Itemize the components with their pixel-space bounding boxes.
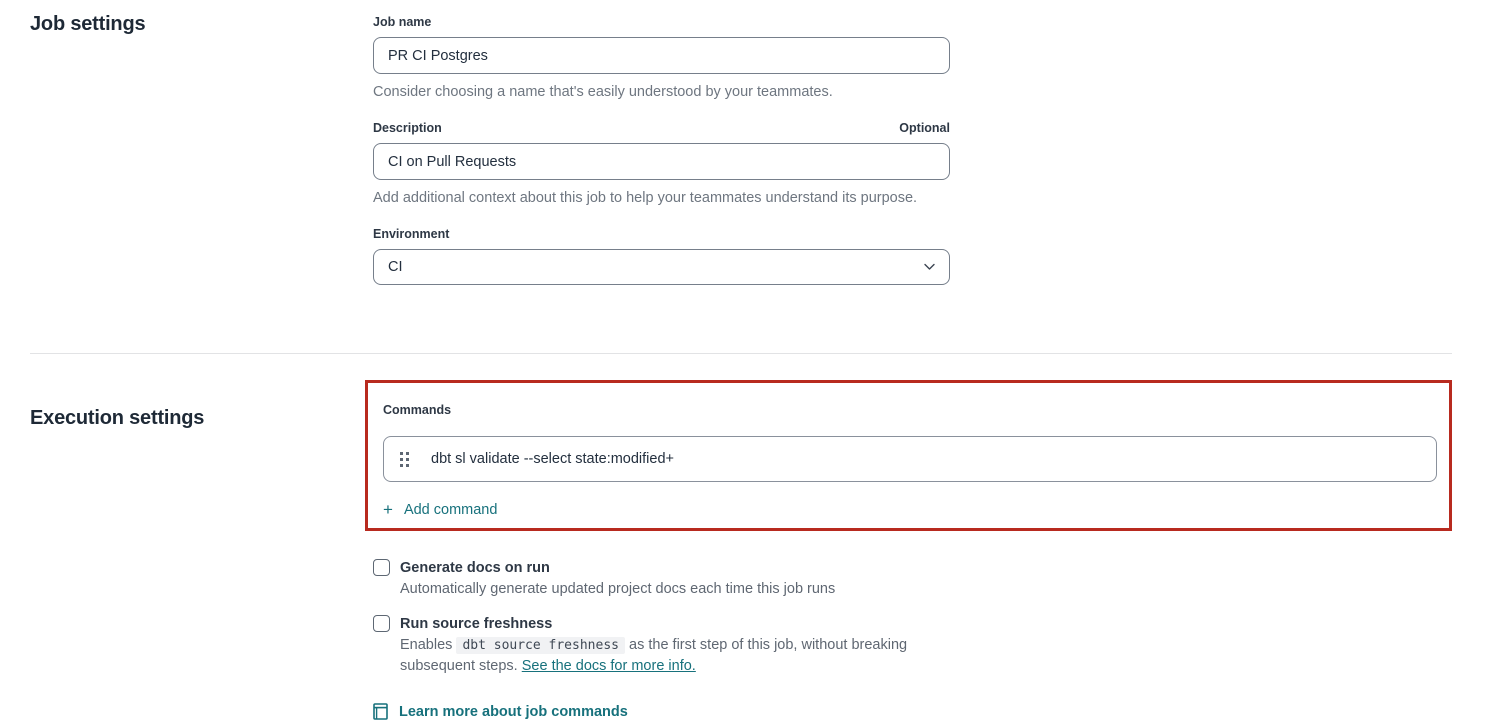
plus-icon: + (383, 500, 393, 519)
job-name-help: Consider choosing a name that's easily understood by your teammates. (373, 84, 833, 100)
environment-selected-value: CI (388, 259, 403, 275)
job-name-input[interactable] (373, 37, 950, 74)
environment-label: Environment (373, 227, 450, 241)
execution-settings-section (30, 380, 1452, 725)
generate-docs-description: Automatically generate updated project docs each time this job runs (400, 581, 836, 597)
command-text[interactable]: dbt sl validate --select state:modified+ (431, 451, 674, 467)
chevron-down-icon (924, 264, 935, 271)
learn-more-label: Learn more about job commands (399, 703, 628, 720)
source-freshness-text (400, 614, 935, 676)
source-freshness-desc-prefix: Enables (400, 637, 453, 653)
description-field (373, 121, 1452, 207)
generate-docs-checkbox[interactable] (373, 559, 390, 576)
add-command-label: Add command (403, 501, 498, 518)
environment-select[interactable] (373, 249, 950, 285)
source-freshness-desc-suffix: as the first step of this job, without breaking subsequent steps. (400, 637, 908, 674)
job-settings-title: Job settings (30, 13, 146, 35)
section-divider (30, 353, 1452, 354)
job-settings-section (30, 12, 1452, 305)
add-command-button[interactable] (383, 499, 497, 520)
see-docs-link[interactable]: See the docs for more info. (521, 658, 696, 674)
source-freshness-label: Run source freshness (400, 616, 553, 632)
command-row[interactable] (383, 436, 1437, 482)
job-settings-heading-column (30, 12, 373, 36)
job-settings-fields-column (373, 12, 1452, 305)
generate-docs-option (373, 558, 1452, 599)
source-freshness-code: dbt source freshness (456, 637, 625, 654)
drag-handle-dots-icon[interactable] (400, 452, 409, 467)
source-freshness-description (400, 635, 935, 676)
execution-settings-heading-column (30, 380, 373, 430)
description-label: Description (373, 121, 442, 135)
execution-settings-fields-column (373, 380, 1452, 725)
job-name-label: Job name (373, 15, 432, 29)
execution-settings-title: Execution settings (30, 407, 205, 429)
environment-field (373, 227, 1452, 285)
commands-label: Commands (383, 403, 452, 417)
generate-docs-text (400, 558, 835, 599)
source-freshness-checkbox[interactable] (373, 615, 390, 632)
book-icon (373, 703, 388, 720)
description-help: Add additional context about this job to help your teammates understand its purpose. (373, 190, 918, 206)
commands-highlight-box (365, 380, 1452, 531)
description-optional-tag: Optional (899, 121, 950, 135)
description-input[interactable] (373, 143, 950, 180)
source-freshness-option (373, 614, 1452, 676)
learn-more-link[interactable] (373, 703, 628, 720)
generate-docs-label: Generate docs on run (400, 560, 550, 576)
job-name-field (373, 15, 1452, 101)
